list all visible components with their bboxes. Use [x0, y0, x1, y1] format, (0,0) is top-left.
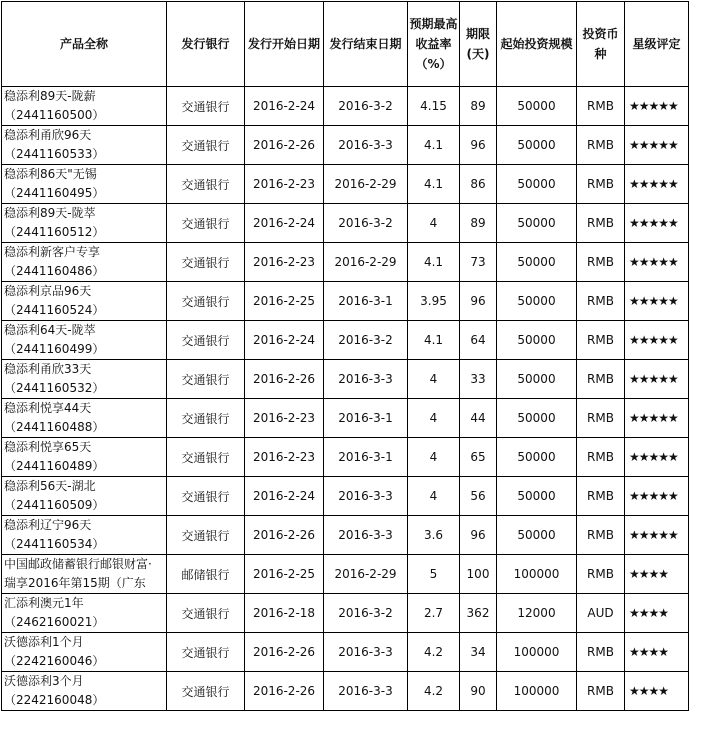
rating-cell: ★★★★★ [625, 87, 689, 126]
product-name-cell [2, 126, 167, 165]
product-name-line1: 稳添利新客户专享 [4, 245, 101, 259]
yield-cell: 4.15 [408, 87, 460, 126]
table-row [2, 399, 689, 438]
end-date-cell: 2016-3-3 [324, 516, 408, 555]
end-date-cell: 2016-3-3 [324, 360, 408, 399]
bank-cell: 交通银行 [167, 594, 245, 633]
header-min: 起始投资规模 [497, 2, 577, 87]
yield-cell: 4.1 [408, 126, 460, 165]
min-investment-cell: 12000 [497, 594, 577, 633]
bank-cell: 交通银行 [167, 477, 245, 516]
header-name: 产品全称 [2, 2, 167, 87]
header-end: 发行结束日期 [324, 2, 408, 87]
product-name-line2: （2242160046） [4, 654, 105, 668]
yield-cell: 4 [408, 360, 460, 399]
term-cell: 89 [460, 204, 497, 243]
term-cell: 86 [460, 165, 497, 204]
currency-cell: RMB [577, 360, 625, 399]
start-date-cell: 2016-2-26 [245, 360, 324, 399]
term-cell: 64 [460, 321, 497, 360]
min-investment-cell: 50000 [497, 360, 577, 399]
products-table [1, 1, 689, 711]
product-name-cell [2, 516, 167, 555]
header-yield: 预期最高收益率（%） [408, 2, 460, 87]
product-name-line2: （2462160021） [4, 615, 105, 629]
product-name-line1: 稳添利辽宁96天 [4, 518, 92, 532]
yield-cell: 2.7 [408, 594, 460, 633]
end-date-cell: 2016-3-2 [324, 204, 408, 243]
rating-cell: ★★★★ [625, 672, 689, 711]
table-row [2, 438, 689, 477]
yield-cell: 5 [408, 555, 460, 594]
end-date-cell: 2016-3-2 [324, 87, 408, 126]
product-name-cell [2, 360, 167, 399]
product-name-line2: （2441160488） [4, 420, 105, 434]
product-name-line2: （2441160534） [4, 537, 105, 551]
term-cell: 90 [460, 672, 497, 711]
start-date-cell: 2016-2-24 [245, 477, 324, 516]
rating-cell: ★★★★★ [625, 360, 689, 399]
header-term: 期限(天) [460, 2, 497, 87]
min-investment-cell: 50000 [497, 399, 577, 438]
product-name-line2: （2441160500） [4, 108, 105, 122]
term-cell: 96 [460, 126, 497, 165]
product-name-cell [2, 321, 167, 360]
table-row [2, 243, 689, 282]
product-name-line2: （2441160509） [4, 498, 105, 512]
product-name-line2: （2242160048） [4, 693, 105, 707]
yield-cell: 4.1 [408, 165, 460, 204]
rating-cell: ★★★★★ [625, 477, 689, 516]
currency-cell: RMB [577, 516, 625, 555]
rating-cell: ★★★★★ [625, 165, 689, 204]
currency-cell: RMB [577, 633, 625, 672]
min-investment-cell: 50000 [497, 243, 577, 282]
product-name-line1: 中国邮政储蓄银行邮银财富· [4, 557, 152, 571]
product-name-cell [2, 477, 167, 516]
product-name-line1: 稳添利86天"无锡 [4, 167, 97, 181]
currency-cell: RMB [577, 126, 625, 165]
start-date-cell: 2016-2-26 [245, 126, 324, 165]
table-row [2, 126, 689, 165]
currency-cell: RMB [577, 321, 625, 360]
header-start: 发行开始日期 [245, 2, 324, 87]
product-name-line2: （2441160486） [4, 264, 105, 278]
start-date-cell: 2016-2-26 [245, 516, 324, 555]
bank-cell: 交通银行 [167, 87, 245, 126]
end-date-cell: 2016-2-29 [324, 555, 408, 594]
start-date-cell: 2016-2-26 [245, 633, 324, 672]
rating-cell: ★★★★ [625, 633, 689, 672]
yield-cell: 3.95 [408, 282, 460, 321]
min-investment-cell: 50000 [497, 165, 577, 204]
product-name-cell [2, 165, 167, 204]
start-date-cell: 2016-2-25 [245, 282, 324, 321]
table-row [2, 633, 689, 672]
product-name-line1: 汇添利澳元1年 [4, 596, 84, 610]
start-date-cell: 2016-2-23 [245, 399, 324, 438]
term-cell: 96 [460, 516, 497, 555]
product-name-line2: （2441160533） [4, 147, 105, 161]
product-name-line2: （2441160495） [4, 186, 105, 200]
min-investment-cell: 50000 [497, 516, 577, 555]
yield-cell: 4 [408, 477, 460, 516]
bank-cell: 交通银行 [167, 516, 245, 555]
product-name-cell [2, 204, 167, 243]
product-name-line1: 稳添利64天-陇萃 [4, 323, 96, 337]
header-bank: 发行银行 [167, 2, 245, 87]
bank-cell: 交通银行 [167, 321, 245, 360]
product-name-line2: （2441160512） [4, 225, 105, 239]
term-cell: 73 [460, 243, 497, 282]
product-name-line2: （2441160532） [4, 381, 105, 395]
table-row [2, 360, 689, 399]
bank-cell: 交通银行 [167, 204, 245, 243]
currency-cell: RMB [577, 672, 625, 711]
bank-cell: 交通银行 [167, 360, 245, 399]
min-investment-cell: 100000 [497, 555, 577, 594]
product-name-line2: （2441160489） [4, 459, 105, 473]
rating-cell: ★★★★★ [625, 438, 689, 477]
table-row [2, 555, 689, 594]
product-name-line1: 沃德添利1个月 [4, 635, 84, 649]
currency-cell: RMB [577, 399, 625, 438]
end-date-cell: 2016-2-29 [324, 243, 408, 282]
rating-cell: ★★★★★ [625, 204, 689, 243]
end-date-cell: 2016-3-3 [324, 633, 408, 672]
start-date-cell: 2016-2-25 [245, 555, 324, 594]
start-date-cell: 2016-2-24 [245, 321, 324, 360]
product-name-line1: 稳添利56天-湖北 [4, 479, 96, 493]
start-date-cell: 2016-2-26 [245, 672, 324, 711]
rating-cell: ★★★★★ [625, 321, 689, 360]
min-investment-cell: 50000 [497, 477, 577, 516]
currency-cell: AUD [577, 594, 625, 633]
start-date-cell: 2016-2-24 [245, 87, 324, 126]
table-row [2, 477, 689, 516]
table-row [2, 87, 689, 126]
min-investment-cell: 50000 [497, 282, 577, 321]
yield-cell: 4.1 [408, 321, 460, 360]
currency-cell: RMB [577, 477, 625, 516]
product-name-cell [2, 282, 167, 321]
yield-cell: 4 [408, 399, 460, 438]
rating-cell: ★★★★★ [625, 282, 689, 321]
currency-cell: RMB [577, 438, 625, 477]
header-rating: 星级评定 [625, 2, 689, 87]
term-cell: 33 [460, 360, 497, 399]
bank-cell: 交通银行 [167, 243, 245, 282]
yield-cell: 4 [408, 204, 460, 243]
min-investment-cell: 50000 [497, 87, 577, 126]
end-date-cell: 2016-3-1 [324, 399, 408, 438]
currency-cell: RMB [577, 282, 625, 321]
bank-cell: 交通银行 [167, 165, 245, 204]
table-row [2, 165, 689, 204]
table-row [2, 321, 689, 360]
table-row [2, 516, 689, 555]
product-name-cell [2, 633, 167, 672]
min-investment-cell: 100000 [497, 633, 577, 672]
min-investment-cell: 50000 [497, 126, 577, 165]
product-name-line1: 稳添利89天-陇薪 [4, 89, 96, 103]
end-date-cell: 2016-3-3 [324, 672, 408, 711]
product-name-cell [2, 672, 167, 711]
min-investment-cell: 50000 [497, 204, 577, 243]
term-cell: 96 [460, 282, 497, 321]
product-name-line1: 稳添利悦享44天 [4, 401, 92, 415]
product-name-line2: （2441160499） [4, 342, 105, 356]
yield-cell: 4.1 [408, 243, 460, 282]
product-name-line2: （2441160524） [4, 303, 105, 317]
end-date-cell: 2016-3-1 [324, 282, 408, 321]
term-cell: 34 [460, 633, 497, 672]
table-row [2, 204, 689, 243]
table-row [2, 672, 689, 711]
product-name-line1: 稳添利悦享65天 [4, 440, 92, 454]
end-date-cell: 2016-3-2 [324, 321, 408, 360]
header-currency: 投资币种 [577, 2, 625, 87]
rating-cell: ★★★★★ [625, 243, 689, 282]
rating-cell: ★★★★★ [625, 399, 689, 438]
yield-cell: 3.6 [408, 516, 460, 555]
end-date-cell: 2016-3-3 [324, 477, 408, 516]
product-name-cell [2, 438, 167, 477]
bank-cell: 交通银行 [167, 126, 245, 165]
rating-cell: ★★★★ [625, 555, 689, 594]
rating-cell: ★★★★ [625, 594, 689, 633]
currency-cell: RMB [577, 87, 625, 126]
start-date-cell: 2016-2-24 [245, 204, 324, 243]
start-date-cell: 2016-2-23 [245, 438, 324, 477]
currency-cell: RMB [577, 555, 625, 594]
product-name-line1: 稳添利甬欣33天 [4, 362, 92, 376]
end-date-cell: 2016-3-3 [324, 126, 408, 165]
product-name-line1: 稳添利京品96天 [4, 284, 92, 298]
end-date-cell: 2016-3-1 [324, 438, 408, 477]
bank-cell: 邮储银行 [167, 555, 245, 594]
table-row [2, 594, 689, 633]
term-cell: 65 [460, 438, 497, 477]
currency-cell: RMB [577, 165, 625, 204]
min-investment-cell: 50000 [497, 438, 577, 477]
min-investment-cell: 100000 [497, 672, 577, 711]
currency-cell: RMB [577, 243, 625, 282]
product-name-cell [2, 243, 167, 282]
product-name-line1: 稳添利甬欣96天 [4, 128, 92, 142]
currency-cell: RMB [577, 204, 625, 243]
start-date-cell: 2016-2-18 [245, 594, 324, 633]
end-date-cell: 2016-2-29 [324, 165, 408, 204]
product-name-line2: 瑞享2016年第15期（广东 [4, 576, 146, 590]
yield-cell: 4.2 [408, 633, 460, 672]
rating-cell: ★★★★★ [625, 516, 689, 555]
term-cell: 56 [460, 477, 497, 516]
term-cell: 100 [460, 555, 497, 594]
bank-cell: 交通银行 [167, 633, 245, 672]
header-row [2, 2, 689, 87]
term-cell: 44 [460, 399, 497, 438]
product-name-line1: 沃德添利3个月 [4, 674, 84, 688]
product-name-cell [2, 87, 167, 126]
bank-cell: 交通银行 [167, 672, 245, 711]
product-name-line1: 稳添利89天-陇萃 [4, 206, 96, 220]
product-name-cell [2, 594, 167, 633]
term-cell: 89 [460, 87, 497, 126]
yield-cell: 4.2 [408, 672, 460, 711]
rating-cell: ★★★★★ [625, 126, 689, 165]
term-cell: 362 [460, 594, 497, 633]
bank-cell: 交通银行 [167, 438, 245, 477]
start-date-cell: 2016-2-23 [245, 243, 324, 282]
product-name-cell [2, 399, 167, 438]
start-date-cell: 2016-2-23 [245, 165, 324, 204]
min-investment-cell: 50000 [497, 321, 577, 360]
bank-cell: 交通银行 [167, 399, 245, 438]
table-row [2, 282, 689, 321]
bank-cell: 交通银行 [167, 282, 245, 321]
product-name-cell [2, 555, 167, 594]
end-date-cell: 2016-3-2 [324, 594, 408, 633]
yield-cell: 4 [408, 438, 460, 477]
